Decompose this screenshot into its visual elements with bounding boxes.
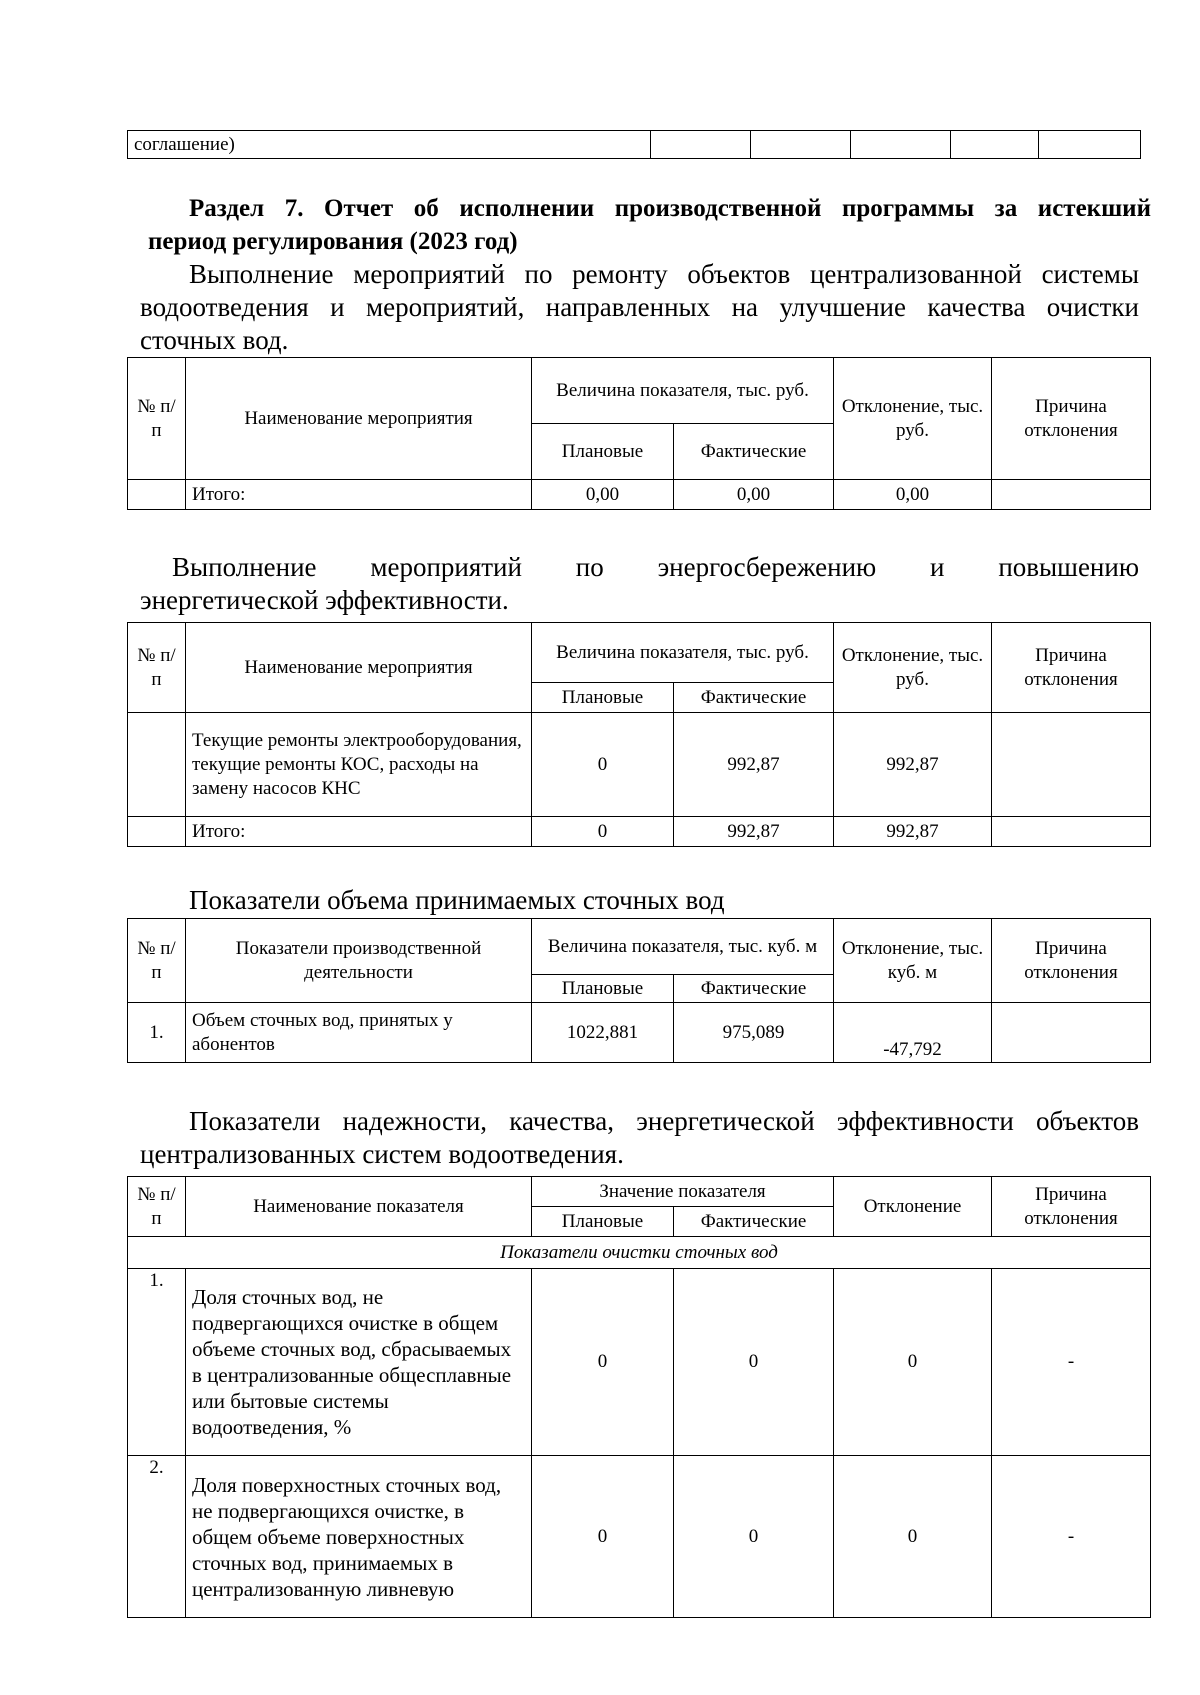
header-name: Показатели производственной деятельности xyxy=(186,919,532,1003)
row-plan: 0 xyxy=(532,1456,674,1618)
empty-cell xyxy=(751,131,851,159)
header-plan: Плановые xyxy=(532,1207,674,1237)
total-reason xyxy=(992,480,1151,510)
table1-intro-line2: водоотведения и мероприятий, направленных на улучшение качества очистки xyxy=(140,292,1139,322)
header-name: Наименование показателя xyxy=(186,1177,532,1237)
header-num: № п/п xyxy=(128,358,186,480)
header-fact: Фактические xyxy=(674,975,834,1003)
header-num: № п/п xyxy=(128,623,186,713)
table4-intro-line2: централизованных систем водоотведения. xyxy=(140,1139,624,1169)
row-num xyxy=(128,713,186,817)
header-plan: Плановые xyxy=(532,975,674,1003)
row-fact: 0 xyxy=(674,1269,834,1456)
row-reason xyxy=(992,713,1151,817)
table2-intro-line2: энергетической эффективности. xyxy=(140,585,509,615)
row-fact: 0 xyxy=(674,1456,834,1618)
row-num: 2. xyxy=(128,1456,186,1618)
header-reason: Причина отклонения xyxy=(992,919,1151,1003)
header-value: Величина показателя, тыс. руб. xyxy=(532,623,834,683)
total-num xyxy=(128,817,186,847)
table1-intro-line1: Выполнение мероприятий по ремонту объектов централизованной системы xyxy=(189,259,1139,289)
row-plan: 0 xyxy=(532,1269,674,1456)
header-value: Значение показателя xyxy=(532,1177,834,1207)
row-name: Доля сточных вод, не подвергающихся очистке в общем объеме сточных вод, сбрасываемых в централизованные общесплавные или бытовые системы водоотведения, % xyxy=(186,1269,532,1456)
reliability-indicators-table xyxy=(127,1176,1151,1618)
total-reason xyxy=(992,817,1151,847)
total-plan: 0 xyxy=(532,817,674,847)
row-deviation: 0 xyxy=(834,1456,992,1618)
previous-table-fragment xyxy=(127,130,1141,159)
row-name: Доля поверхностных сточных вод, не подвергающихся очистке, в общем объеме поверхностных сточных вод, принимаемых в централизованную ливневую xyxy=(186,1456,532,1618)
header-plan: Плановые xyxy=(532,683,674,713)
header-name: Наименование мероприятия xyxy=(186,623,532,713)
row-reason xyxy=(992,1003,1151,1063)
header-deviation: Отклонение, тыс. руб. xyxy=(834,623,992,713)
row-plan: 1022,881 xyxy=(532,1003,674,1063)
total-plan: 0,00 xyxy=(532,480,674,510)
table1-intro-line3: сточных вод. xyxy=(140,325,289,355)
header-value: Величина показателя, тыс. руб. xyxy=(532,358,834,424)
header-deviation: Отклонение, тыс. куб. м xyxy=(834,919,992,1003)
empty-cell xyxy=(951,131,1039,159)
total-label: Итого: xyxy=(186,817,532,847)
row-fact: 992,87 xyxy=(674,713,834,817)
row-num: 1. xyxy=(128,1269,186,1456)
table2-intro-line1: Выполнение мероприятий по энергосбережению и повышению xyxy=(172,552,1139,582)
header-reason: Причина отклонения xyxy=(992,623,1151,713)
header-reason: Причина отклонения xyxy=(992,1177,1151,1237)
empty-cell xyxy=(851,131,951,159)
header-fact: Фактические xyxy=(674,1207,834,1237)
energy-saving-table xyxy=(127,622,1151,847)
total-deviation: 992,87 xyxy=(834,817,992,847)
header-value: Величина показателя, тыс. куб. м xyxy=(532,919,834,975)
row-num: 1. xyxy=(128,1003,186,1063)
row-reason: - xyxy=(992,1269,1151,1456)
row-fact: 975,089 xyxy=(674,1003,834,1063)
row-plan: 0 xyxy=(532,713,674,817)
total-fact: 0,00 xyxy=(674,480,834,510)
row-deviation: 992,87 xyxy=(834,713,992,817)
header-deviation: Отклонение xyxy=(834,1177,992,1237)
row-deviation: 0 xyxy=(834,1269,992,1456)
total-label: Итого: xyxy=(186,480,532,510)
subheader-treatment: Показатели очистки сточных вод xyxy=(128,1237,1151,1269)
repair-measures-table xyxy=(127,357,1151,510)
row-reason: - xyxy=(992,1456,1151,1618)
table4-intro-line1: Показатели надежности, качества, энергетической эффективности объектов xyxy=(189,1106,1139,1136)
header-reason: Причина отклонения xyxy=(992,358,1151,480)
row-deviation: -47,792 xyxy=(834,1003,992,1063)
wastewater-volume-table xyxy=(127,918,1151,1063)
section-heading-line1: Раздел 7. Отчет об исполнении производственной программы за истекший xyxy=(189,195,1151,222)
total-fact: 992,87 xyxy=(674,817,834,847)
header-num: № п/п xyxy=(128,919,186,1003)
header-num: № п/п xyxy=(128,1177,186,1237)
empty-cell xyxy=(1039,131,1141,159)
header-deviation: Отклонение, тыс. руб. xyxy=(834,358,992,480)
total-deviation: 0,00 xyxy=(834,480,992,510)
agreement-cell: соглашение) xyxy=(128,131,651,159)
row-name: Объем сточных вод, принятых у абонентов xyxy=(186,1003,532,1063)
header-fact: Фактические xyxy=(674,424,834,480)
header-plan: Плановые xyxy=(532,424,674,480)
total-num xyxy=(128,480,186,510)
table3-intro: Показатели объема принимаемых сточных вод xyxy=(189,885,725,915)
header-name: Наименование мероприятия xyxy=(186,358,532,480)
section-heading-line2: период регулирования (2023 год) xyxy=(148,228,518,255)
header-fact: Фактические xyxy=(674,683,834,713)
empty-cell xyxy=(651,131,751,159)
row-name: Текущие ремонты электрооборудования, текущие ремонты КОС, расходы на замену насосов КНС xyxy=(186,713,532,817)
